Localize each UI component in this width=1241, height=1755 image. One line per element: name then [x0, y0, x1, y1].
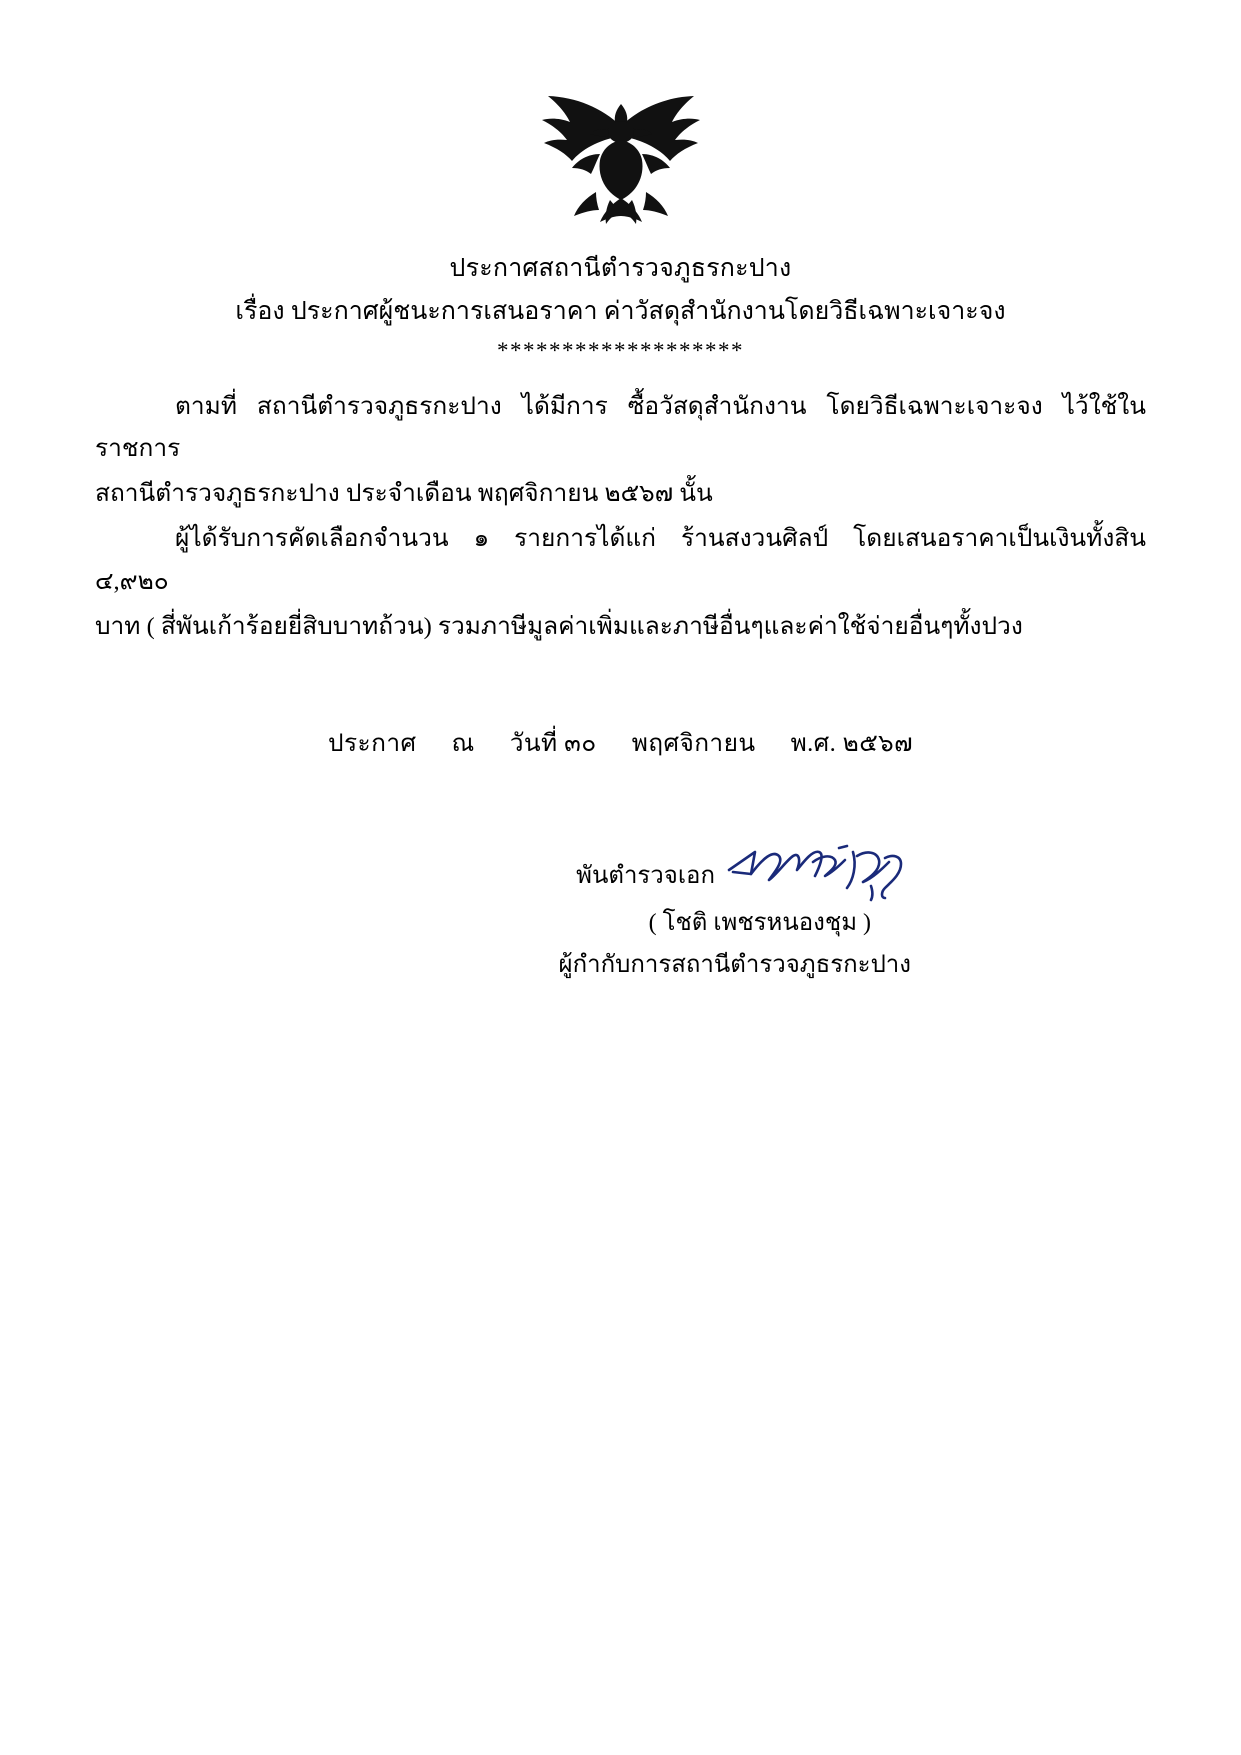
paragraph-1: [95, 386, 1146, 472]
document-title: ประกาศสถานีตำรวจภูธรกะปาง: [449, 255, 792, 282]
signer-rank: พันตำรวจเอก: [576, 863, 715, 890]
date-prefix: ประกาศ: [328, 729, 417, 757]
heading-block: [0, 250, 1241, 364]
body-block: [95, 386, 1146, 649]
paragraph-2: [95, 518, 1146, 604]
paragraph-1-line-1: ตามที่ สถานีตำรวจภูธรกะปาง ได้มีการ ซื้อวัสดุสำนักงาน โดยวิธีเฉพาะเจาะจง ไว้ใช้ในราชการ: [95, 392, 1146, 463]
document-subject: เรื่อง ประกาศผู้ชนะการเสนอราคา ค่าวัสดุสำนักงานโดยวิธีเฉพาะเจาะจง: [235, 297, 1006, 325]
paragraph-1-cont: [95, 473, 1146, 516]
paragraph-1-line-2: สถานีตำรวจภูธรกะปาง ประจำเดือน พฤศจิกายน ๒๕๖๗ นั้น: [95, 480, 713, 508]
signer-name: ( โชติ เพชรหนองชุม ): [648, 909, 871, 936]
separator-stars: *******************: [497, 337, 744, 363]
announcement-date-line: [0, 723, 1241, 762]
signature-row: [0, 840, 911, 902]
paragraph-2-line-1: ผู้ได้รับการคัดเลือกจำนวน ๑ รายการได้แก่ ร้านสงวนศิลป์ โดยเสนอราคาเป็นเงินทั้งสิน ๔,๙๒๐: [95, 525, 1146, 595]
date-year-label: พ.ศ.: [790, 729, 837, 757]
date-year: ๒๕๖๗: [842, 729, 913, 757]
paragraph-2-line-2: บาท ( สี่พันเก้าร้อยยี่สิบบาทถ้วน) รวมภาษีมูลค่าเพิ่มและภาษีอื่นๆและค่าใช้จ่ายอื่นๆทั้งปวง: [95, 612, 1023, 640]
date-day-label: วันที่: [509, 729, 558, 757]
emblem-container: [0, 0, 1241, 238]
garuda-emblem-icon: [526, 88, 716, 238]
date-at: ณ: [451, 729, 475, 757]
signature-block: [0, 840, 1241, 985]
paragraph-2-cont: [95, 606, 1146, 649]
date-month: พฤศจิกายน: [631, 729, 756, 757]
handwritten-signature-icon: [721, 840, 911, 902]
signer-position: ผู้กำกับการสถานีตำรวจภูธรกะปาง: [558, 952, 911, 979]
date-day: ๓๐: [564, 729, 597, 757]
